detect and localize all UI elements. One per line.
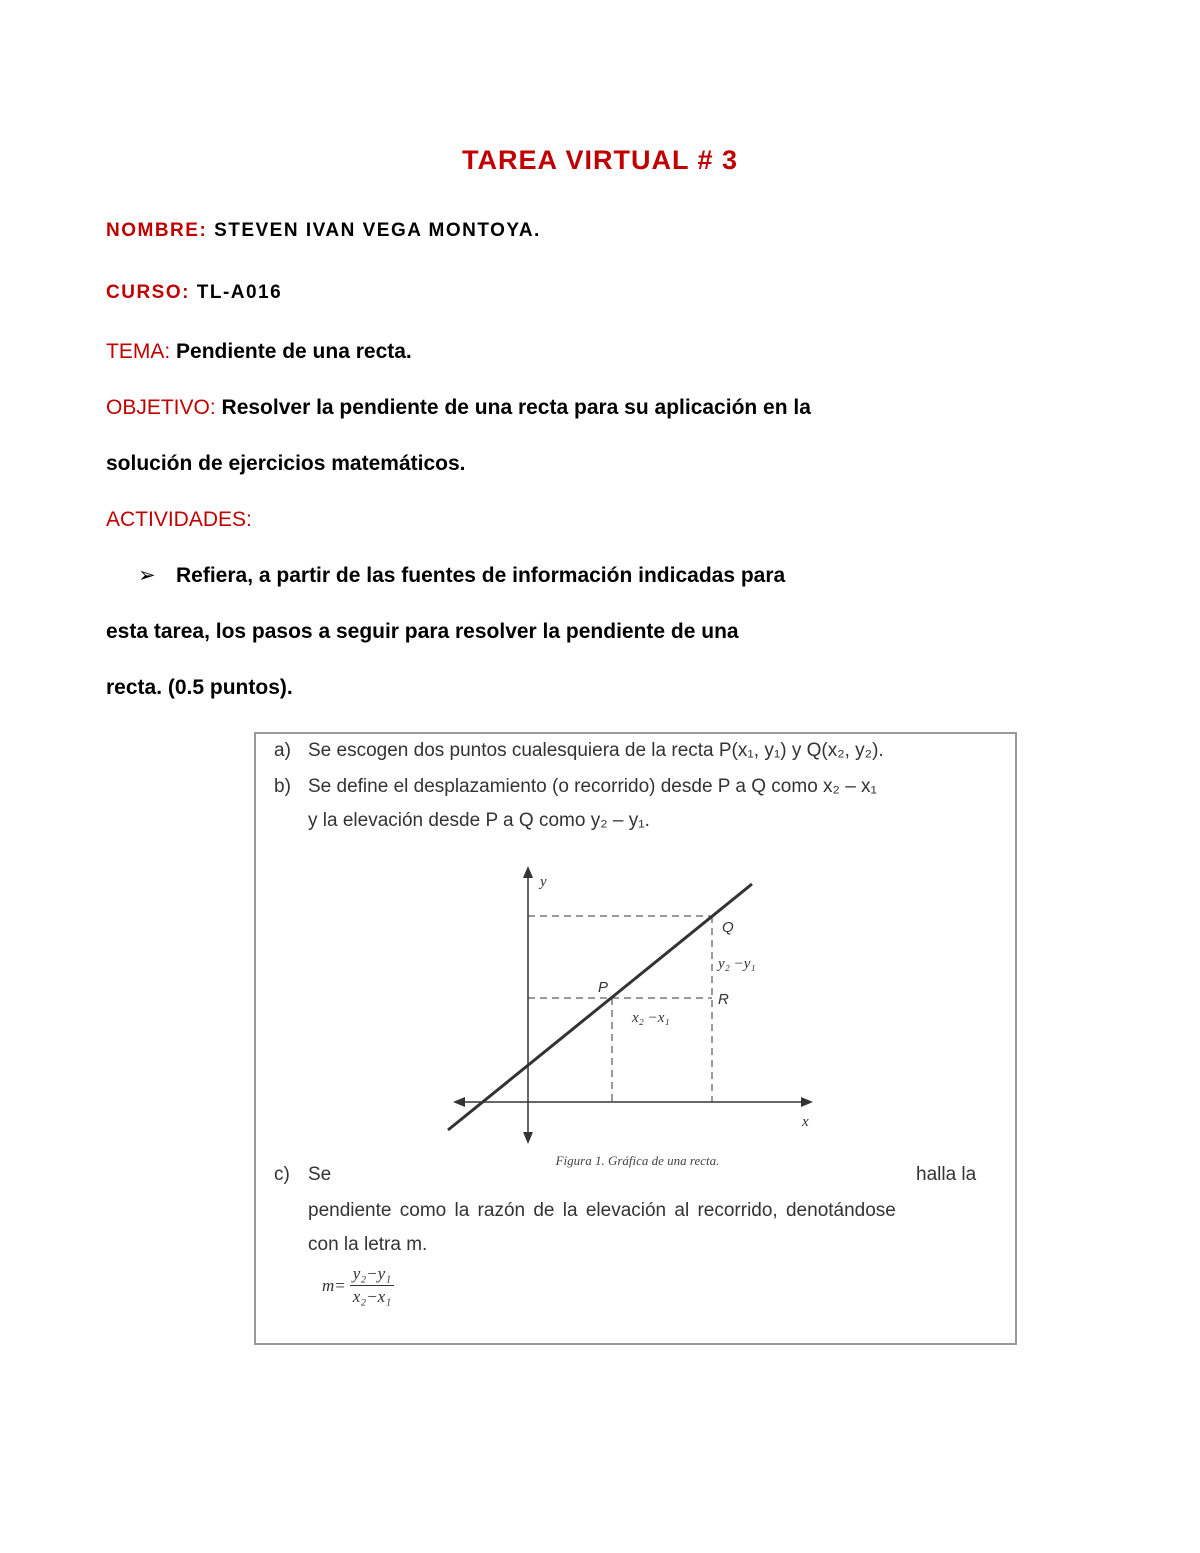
step-a-text: Se escogen dos puntos cualesquiera de la recta P(x₁, y₁) y Q(x₂, y₂). bbox=[308, 740, 884, 761]
step-c-text-2: pendiente como la razón de la elevación al recorrido, denotándose bbox=[308, 1200, 896, 1221]
curso-label: CURSO: bbox=[106, 282, 190, 303]
tema-value: Pendiente de una recta. bbox=[176, 340, 412, 363]
actividad-text-3: recta. (0.5 puntos). bbox=[106, 676, 293, 699]
actividades-label: ACTIVIDADES: bbox=[106, 508, 252, 531]
nombre-label: NOMBRE: bbox=[106, 220, 208, 241]
x-axis-arrow-left bbox=[453, 1097, 465, 1107]
formula-lhs: m= bbox=[322, 1275, 346, 1295]
point-p-label: P bbox=[598, 979, 609, 996]
formula-numerator: y₂−y₁ bbox=[350, 1264, 394, 1286]
page-title: TAREA VIRTUAL # 3 bbox=[461, 145, 739, 175]
objetivo-text-2: solución de ejercicios matemáticos. bbox=[106, 452, 466, 475]
step-c-word-2: halla la bbox=[916, 1164, 977, 1185]
x-axis-label: x bbox=[802, 1114, 809, 1130]
step-c-marker: c) bbox=[274, 1164, 290, 1185]
step-b-text-1: Se define el desplazamiento (o recorrido) desde P a Q como x₂ – x₁ bbox=[308, 776, 877, 797]
figure-caption: Figura 1. Gráfica de una recta. bbox=[555, 1153, 720, 1168]
step-c-text-3: con la letra m. bbox=[308, 1234, 428, 1255]
step-a-marker: a) bbox=[274, 740, 291, 761]
rise-label: y₂ −y₁ bbox=[718, 956, 756, 972]
nombre-value: STEVEN IVAN VEGA MONTOYA. bbox=[214, 220, 541, 241]
x-axis-arrow-right bbox=[801, 1097, 813, 1107]
nombre-line bbox=[106, 220, 541, 242]
point-q-label: Q bbox=[722, 919, 734, 936]
tema-label: TEMA: bbox=[106, 340, 171, 363]
formula-fraction bbox=[350, 1264, 394, 1307]
tema-line bbox=[106, 340, 412, 364]
point-r-label: R bbox=[718, 991, 729, 1008]
formula-denominator: x₂−x₁ bbox=[352, 1287, 392, 1306]
step-c-word-1: Se bbox=[308, 1164, 332, 1185]
arrow-bullet-icon: ➢ bbox=[138, 564, 156, 587]
step-b-text-2: y la elevación desde P a Q como y₂ – y₁. bbox=[308, 810, 650, 831]
line-graph bbox=[436, 864, 836, 1154]
y-axis-arrow-up bbox=[523, 866, 533, 878]
actividad-text-1: Refiera, a partir de las fuentes de información indicadas para bbox=[176, 564, 786, 587]
y-axis-label: y bbox=[540, 874, 547, 890]
run-label: x₂ −x₁ bbox=[632, 1010, 670, 1026]
objetivo-label: OBJETIVO: bbox=[106, 396, 216, 419]
y-axis-arrow-down bbox=[523, 1132, 533, 1144]
slope-formula bbox=[322, 1264, 394, 1307]
actividad-text-2: esta tarea, los pasos a seguir para resolver la pendiente de una bbox=[106, 620, 739, 643]
objetivo-text-1: Resolver la pendiente de una recta para su aplicación en la bbox=[221, 396, 811, 419]
curso-line bbox=[106, 282, 282, 304]
slope-figure-box bbox=[254, 732, 1017, 1345]
curso-value: TL-A016 bbox=[196, 282, 283, 303]
straight-line bbox=[448, 884, 752, 1130]
step-b-marker: b) bbox=[274, 776, 291, 797]
objetivo-line-1 bbox=[106, 396, 811, 420]
